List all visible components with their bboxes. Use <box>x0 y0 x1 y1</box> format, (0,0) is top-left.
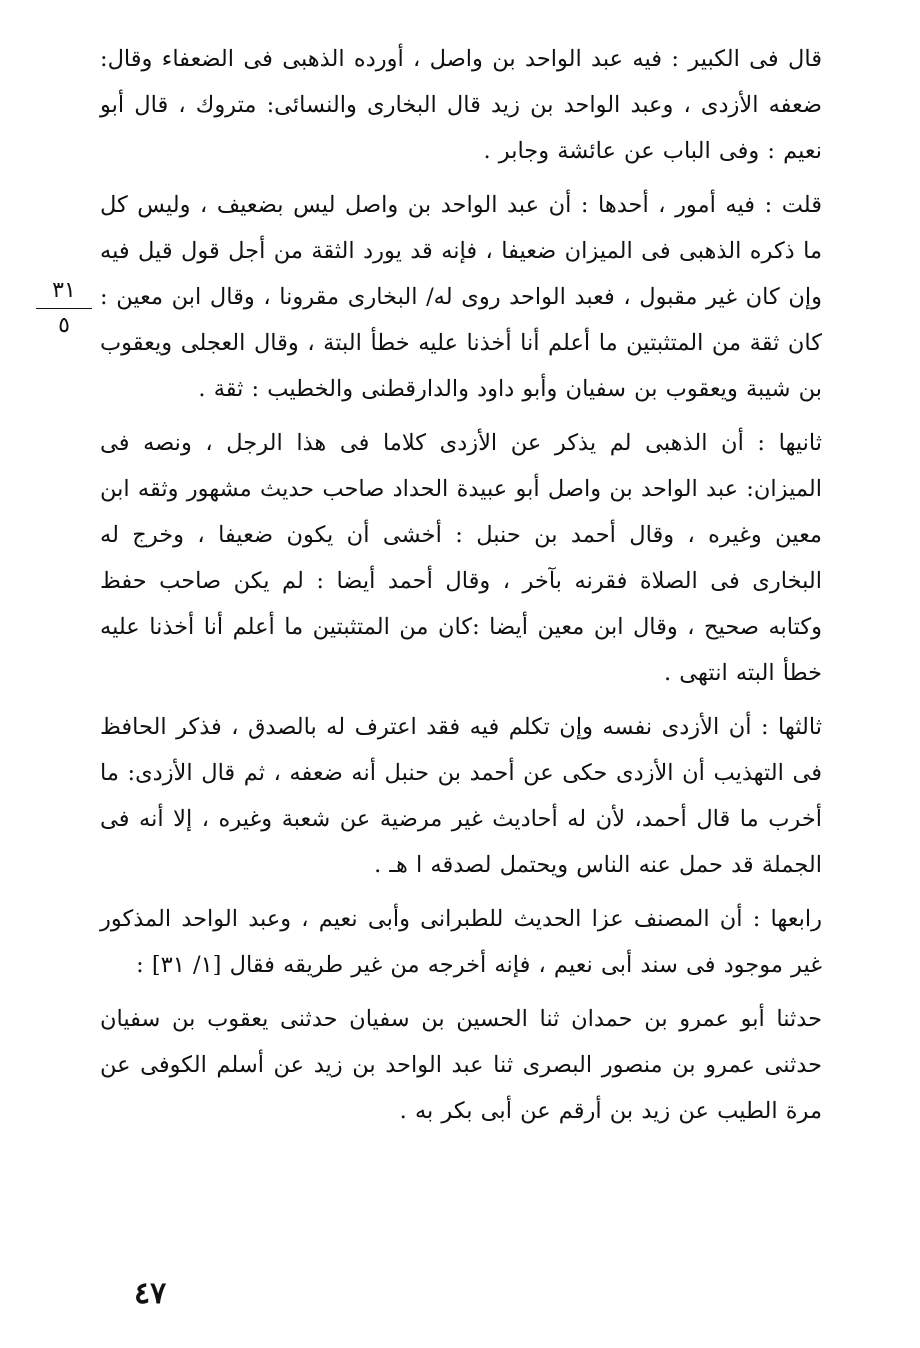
paragraph-opening: قال فى الكبير : فيه عبد الواحد بن واصل ، أورده الذهبى فى الضعفاء وقال: ضعفه الأزدى ، وعبد الواحد بن زيد قال البخارى والنسائى: متروك ، قال أبو نعيم : وفى الباب عن عائشة وجابر . <box>100 46 822 164</box>
paragraph-qultu: قلت : فيه أمور ، أحدها : أن عبد الواحد بن واصل ليس بضعيف ، وليس كل ما ذكره الذهبى فى الميزان ضعيفا ، فإنه قد يورد الثقة من أجل قول قيل فيه وإن كان غير مقبول ، فعبد الواحد روى له/ البخارى مقرونا ، وقال ابن معين : كان ثقة من المتثبتين ما أعلم أنا أخذنا عليه خطأ البتة ، وقال العجلى ويعقوب بن شيبة ويعقوب بن سفيان وأبو داود والدارقطنى والخطيب : ثقة . <box>100 192 822 402</box>
paragraph-isnad: حدثنا أبو عمرو بن حمدان ثنا الحسين بن سفيان حدثنى يعقوب بن سفيان حدثنى عمرو بن منصور البصرى ثنا عبد الواحد بن زيد عن أسلم الكوفى عن مرة الطيب عن زيد بن أرقم عن أبى بكر به . <box>100 1006 822 1124</box>
page-body <box>100 36 822 1142</box>
margin-page-reference <box>36 278 92 339</box>
margin-reference-part: ٥ <box>58 313 70 338</box>
margin-reference-rule <box>36 308 92 309</box>
paragraph-third-point: ثالثها : أن الأزدى نفسه وإن تكلم فيه فقد اعترف له بالصدق ، فذكر الحافظ فى التهذيب أن الأزدى حكى عن أحمد بن حنبل أنه ضعفه ، ثم قال الأزدى: ما أخرب ما قال أحمد، لأن له أحاديث غير مرضية عن شعبة وغيره ، إلا أنه فى الجملة قد حمل عنه الناس ويحتمل لصدقه ا هـ . <box>100 714 822 878</box>
paragraph-second-point: ثانيها : أن الذهبى لم يذكر عن الأزدى كلاما فى هذا الرجل ، ونصه فى الميزان: عبد الواحد بن واصل أبو عبيدة الحداد صاحب حديث مشهور وثقه ابن معين وغيره ، وقال أحمد بن حنبل : أخشى أن يكون ضعيفا ، وخرج له البخارى فى الصلاة فقرنه بآخر ، وقال أحمد أيضا : لم يكن صاحب حفظ وكتابه صحيح ، وقال ابن معين أيضا :كان من المتثبتين ما أعلم أنا أخذنا عليه خطأ البته انتهى . <box>100 430 822 686</box>
margin-reference-volume: ٣١ <box>52 278 76 303</box>
paragraph-fourth-point: رابعها : أن المصنف عزا الحديث للطبرانى وأبى نعيم ، وعبد الواحد المذكور غير موجود فى سند أبى نعيم ، فإنه أخرجه من غير طريقه فقال [١/ ٣١] : <box>100 906 822 978</box>
page-number: ٤٧ <box>134 1276 167 1311</box>
